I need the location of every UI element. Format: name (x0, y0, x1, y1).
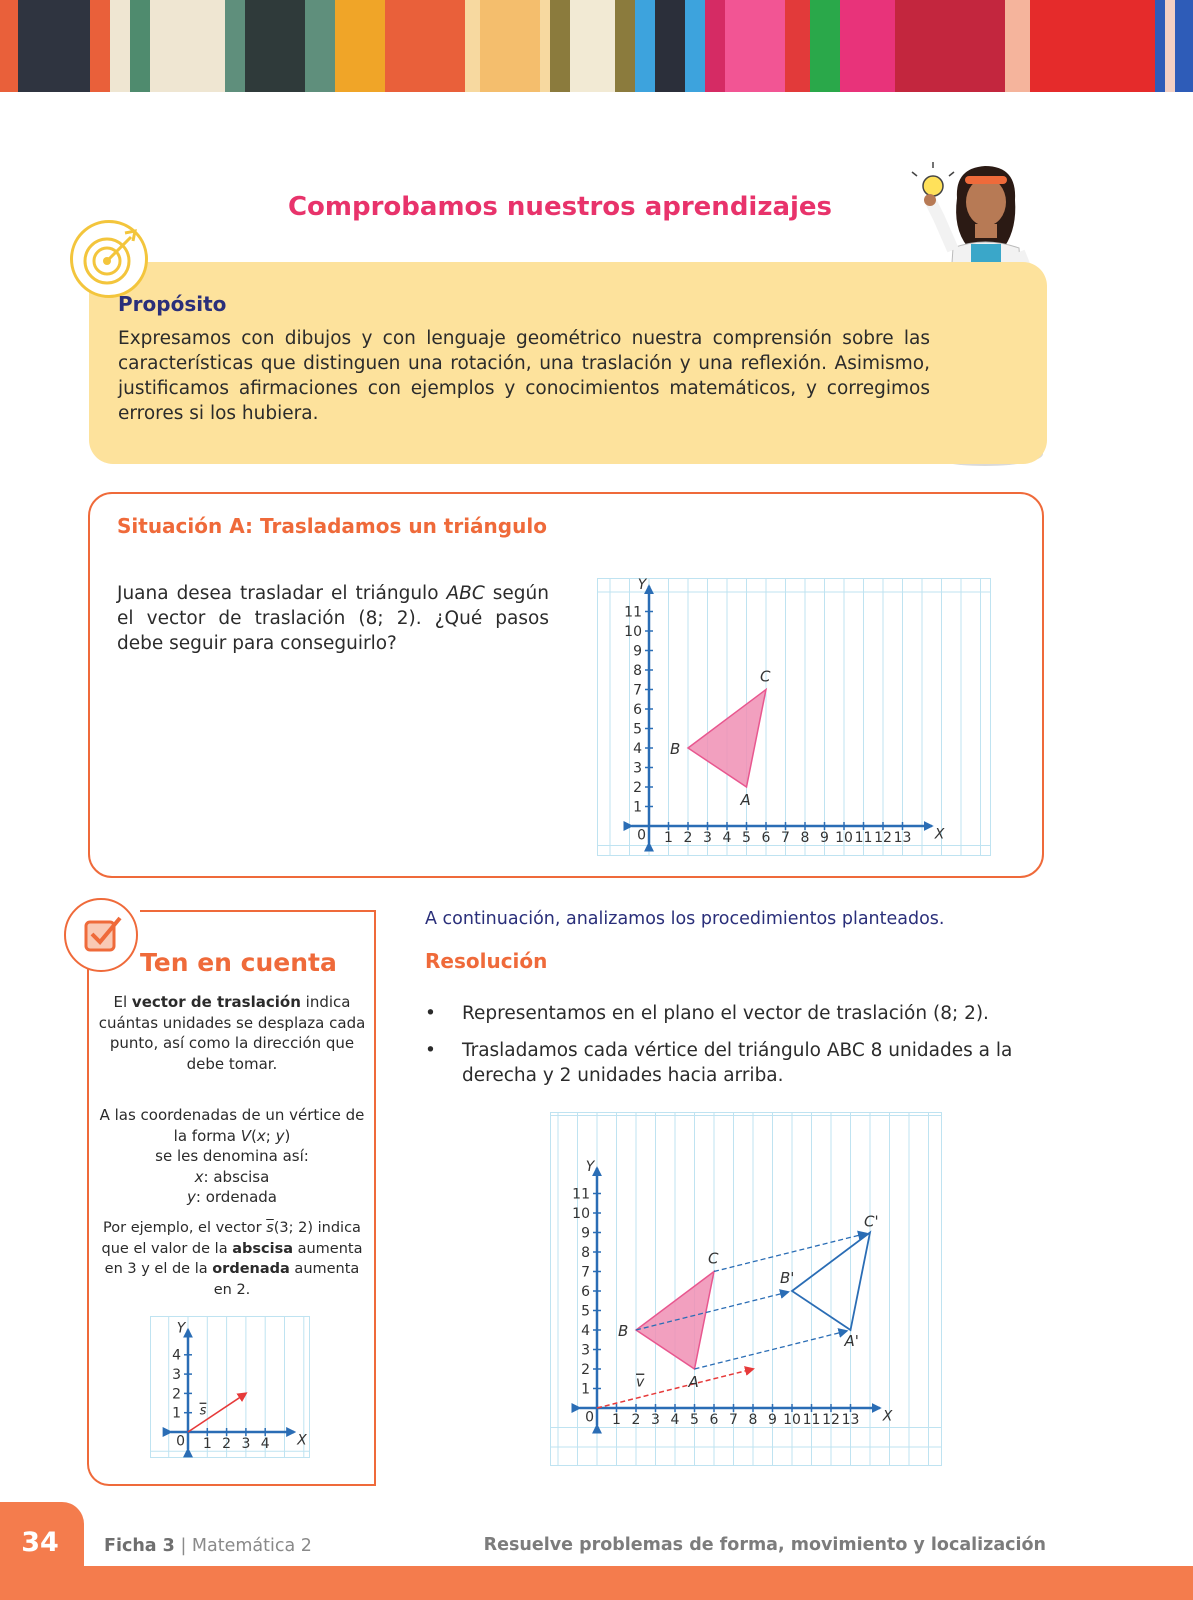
x-tick-label: 3 (651, 1412, 660, 1429)
y-tick-label: 8 (633, 662, 642, 679)
y-tick-label: 7 (633, 682, 642, 699)
y-tick-label: 9 (581, 1225, 590, 1242)
x-tick-label: 8 (800, 830, 810, 847)
tip-p1-c: indica cuántas unidades se desplaza cada punto, así como la dirección que debe tomar. (98, 993, 366, 1073)
x-tick-label: 5 (742, 830, 751, 847)
y-tick-label: 5 (581, 1303, 590, 1320)
tip-p1-a: El (113, 993, 132, 1011)
y-tick-label: 4 (581, 1322, 590, 1339)
x-tick-label: 8 (748, 1412, 758, 1429)
y-tick-label: 10 (624, 623, 642, 640)
tip-paragraph-2 (98, 1105, 366, 1208)
y-tick-label: 4 (633, 740, 642, 757)
y-tick-label: 1 (633, 799, 642, 816)
situation-a-title: Situación A: Trasladamos un triángulo (117, 514, 547, 538)
y-axis-label: Y (585, 1158, 595, 1175)
situation-a-text-pre: Juana desea trasladar el triángulo (117, 583, 447, 604)
x-axis-label: X (934, 826, 945, 843)
x-tick-label: 10 (783, 1412, 801, 1429)
y-tick-label: 3 (581, 1342, 590, 1359)
y-tick-label: 11 (624, 604, 642, 621)
tip-p3-f: aumenta en 2. (213, 1261, 360, 1298)
resolution-step-2-text: Trasladamos cada vértice del triángulo ABC 8 unidades a la derecha y 2 unidades hacia arriba. (462, 1040, 1013, 1086)
x-tick-label: 4 (260, 1436, 270, 1453)
x-tick-label: 12 (874, 830, 892, 847)
triangle-chart (597, 578, 991, 856)
tip-p2-sep: ; (265, 1126, 276, 1145)
tip-ordinate-var: y (187, 1188, 196, 1206)
y-tick-label: 2 (172, 1386, 181, 1403)
tip-p2-close: ) (284, 1126, 291, 1145)
translation-arrow (695, 1331, 847, 1369)
x-tick-label: 11 (854, 830, 873, 847)
x-tick-label: 9 (820, 830, 829, 847)
y-tick-label: 6 (633, 701, 642, 718)
vector-label: v (636, 1374, 645, 1391)
grid-border (598, 579, 991, 856)
x-tick-label: 2 (631, 1412, 641, 1429)
tip-p3-s: $\overline{s}$ (266, 1220, 274, 1236)
x-tick-label: 12 (822, 1412, 840, 1429)
vertex-label: C (708, 1249, 719, 1268)
x-tick-label: 7 (781, 830, 790, 847)
x-tick-label: 1 (612, 1412, 621, 1429)
y-tick-label: 8 (581, 1244, 590, 1261)
tip-ordinate-label: : ordenada (195, 1188, 277, 1206)
x-tick-label: 13 (893, 830, 912, 847)
footer-subject: Matemática 2 (191, 1536, 312, 1556)
tip-p2-h: se les denomina así: (155, 1147, 309, 1165)
x-tick-label: 1 (664, 830, 673, 847)
bullet-marker: • (425, 1040, 436, 1061)
x-tick-label: 6 (761, 830, 771, 847)
situation-a-text-post: según el vector de traslación (8; 2). ¿Qué pasos debe seguir para conseguirlo? (117, 583, 549, 654)
vertex-label-a: A (740, 791, 751, 809)
vertex-label: B (618, 1322, 629, 1340)
page-number: 34 (21, 1527, 59, 1558)
resolution-lead: A continuación, analizamos los procedimientos planteados. (425, 909, 945, 929)
origin-label: 0 (637, 827, 647, 844)
vertex-label-b: B (670, 740, 681, 758)
x-tick-label: 2 (683, 830, 693, 847)
x-tick-label: 3 (703, 830, 712, 847)
vertex-label: A' (844, 1332, 859, 1350)
tip-p1-term: vector de traslación (131, 993, 301, 1011)
bullet-marker: • (425, 1003, 436, 1024)
footer-competence: Resuelve problemas de forma, movimiento y localización (483, 1535, 1046, 1555)
x-tick-label: 3 (241, 1436, 251, 1453)
tip-p2-x: x (256, 1126, 266, 1145)
x-tick-label: 9 (768, 1412, 777, 1429)
tip-badge (64, 898, 138, 972)
tip-p2-v: V (240, 1126, 251, 1145)
x-tick-label: 7 (729, 1412, 738, 1429)
tip-p3-abscisa: abscisa (232, 1240, 293, 1257)
tip-paragraph-3 (98, 1218, 366, 1300)
origin-label: 0 (176, 1433, 186, 1450)
tip-title: Ten en cuenta (140, 948, 337, 977)
tip-abscissa-label: : abscisa (203, 1167, 270, 1186)
vector-label: s (199, 1403, 207, 1419)
y-tick-label: 7 (581, 1264, 590, 1281)
y-tick-label: 2 (633, 779, 642, 796)
triangle-name: ABC (446, 583, 485, 604)
y-tick-label: 5 (633, 721, 642, 738)
purpose-text: Expresamos con dibujos y con lenguaje geométrico nuestra comprensión sobre las características que distinguen una rotación, una traslación y una reflexión. Asimismo, justificamos afirmaciones con ejemplos y conocimientos matemáticos, y corregimos errores si los hubiera. (118, 328, 930, 424)
y-tick-label: 2 (581, 1361, 590, 1378)
x-axis-label: X (882, 1408, 893, 1425)
y-tick-label: 3 (172, 1367, 181, 1383)
x-tick-label: 4 (722, 830, 732, 847)
y-tick-label: 1 (581, 1381, 590, 1398)
tip-abscissa-var: x (194, 1167, 204, 1186)
footer-course (104, 1536, 312, 1556)
purpose-heading: Propósito (118, 292, 227, 316)
vector-s (188, 1393, 246, 1432)
x-tick-label: 1 (202, 1436, 212, 1453)
vector-s-chart (150, 1316, 310, 1458)
x-tick-label: 5 (690, 1412, 699, 1429)
tip-p2-a: A las coordenadas de un vértice de la forma (99, 1106, 365, 1145)
tip-p3-b: (3; 2) indica que el valor de la (101, 1220, 361, 1257)
situation-a-text (117, 581, 549, 656)
tip-p2-y: y (275, 1126, 285, 1145)
tip-p3-d: aumenta en 3 y el de la (104, 1240, 363, 1277)
target-badge (70, 220, 148, 298)
x-tick-label: 2 (222, 1436, 232, 1453)
x-tick-label: 10 (835, 830, 853, 847)
y-tick-label: 6 (581, 1283, 590, 1300)
tip-p3-a: Por ejemplo, el vector (103, 1220, 267, 1236)
footer-ficha: Ficha 3 (104, 1536, 175, 1556)
tip-paragraph-1 (98, 992, 366, 1074)
footer-separator: | (174, 1536, 192, 1556)
checkbox-icon (66, 900, 136, 970)
y-axis-label: Y (176, 1320, 186, 1337)
y-tick-label: 1 (172, 1405, 181, 1422)
origin-label: 0 (585, 1409, 595, 1426)
y-tick-label: 4 (172, 1347, 181, 1364)
translation-chart (550, 1112, 942, 1466)
vertex-label: B' (780, 1269, 795, 1287)
vertex-label: C' (864, 1212, 879, 1231)
x-tick-label: 11 (802, 1412, 821, 1429)
footer-bar (0, 1566, 1193, 1600)
y-tick-label: 11 (572, 1186, 590, 1203)
x-tick-label: 4 (670, 1412, 680, 1429)
tip-top-border (140, 910, 376, 912)
tip-p2-paren: ( (251, 1126, 257, 1145)
tip-p3-ordenada: ordenada (212, 1261, 290, 1277)
y-tick-label: 9 (633, 643, 642, 660)
resolution-heading: Resolución (425, 949, 548, 973)
textile-banner (0, 0, 1193, 92)
target-icon (73, 223, 145, 295)
y-axis-label: Y (637, 578, 647, 593)
resolution-step-1-text: Representamos en el plano el vector de traslación (8; 2). (462, 1003, 989, 1024)
page-title: Comprobamos nuestros aprendizajes (287, 192, 833, 222)
y-tick-label: 10 (572, 1205, 590, 1222)
x-tick-label: 13 (841, 1412, 860, 1429)
y-tick-label: 3 (633, 760, 642, 777)
x-axis-label: X (297, 1432, 307, 1449)
x-tick-label: 6 (709, 1412, 719, 1429)
vertex-label: A (688, 1373, 699, 1391)
vertex-label-c: C (760, 667, 771, 686)
